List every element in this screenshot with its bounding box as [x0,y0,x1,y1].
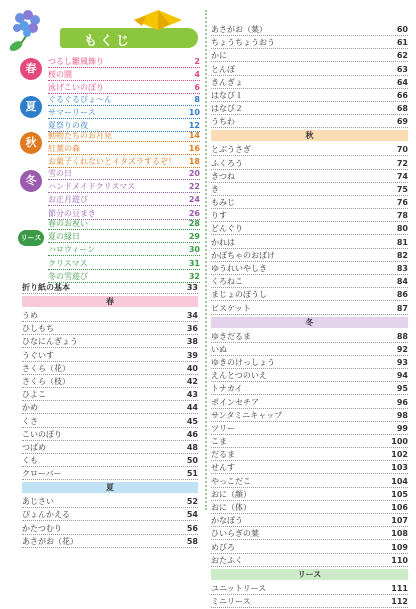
toc-entry[interactable] [22,310,198,322]
toc-entry[interactable] [211,542,408,554]
toc-entry[interactable] [48,218,200,230]
entry-page: 24 [188,195,200,205]
entry-page: 111 [391,583,408,593]
toc-entry[interactable] [211,184,408,196]
entry-title: かたつむり [22,523,62,533]
entry-title: くさ [22,416,38,426]
entry-title: 春のお祝い [48,219,88,228]
season-badge: 夏 [20,96,42,118]
season-badge: 秋 [20,132,42,154]
toc-entry[interactable] [48,156,200,168]
toc-entry[interactable] [22,442,198,454]
toc-entry[interactable] [211,476,408,488]
entry-page: 64 [396,77,408,87]
toc-entry[interactable] [48,56,200,68]
toc-entry[interactable] [22,509,198,521]
entry-title: 泳げこいのぼり [48,83,104,93]
toc-entry[interactable] [48,94,200,106]
entry-title: こま [211,437,227,447]
toc-entry[interactable] [211,515,408,527]
entry-title: かれは [211,237,235,247]
toc-entry[interactable] [48,82,200,94]
toc-entry[interactable] [22,323,198,335]
entry-page: 98 [396,410,408,420]
toc-entry[interactable] [22,350,198,362]
entry-title: ゆきのけっしょう [211,357,275,367]
toc-entry[interactable] [211,583,408,595]
entry-title: とんぼ [211,64,235,74]
entry-page: 61 [396,38,408,48]
entry-page: 2 [194,57,200,66]
entry-title: ふくろう [211,158,243,168]
entry-title: ひしもち [22,324,54,334]
entry-title: こいのぼり [22,429,62,439]
toc-entry[interactable] [22,468,198,480]
entry-page: 108 [391,529,408,539]
entry-page: 32 [188,271,200,281]
entry-page: 10 [188,108,200,118]
entry-title: 夏祭りの夜 [48,121,88,131]
entry-page: 36 [186,324,198,334]
entry-title: き [211,184,219,194]
entry-title: はなび２ [211,104,243,114]
toc-entry[interactable] [211,37,408,49]
toc-entry[interactable] [22,336,198,348]
entry-title: おに（顔） [211,489,251,499]
entry-page: 8 [194,95,200,104]
toc-entry[interactable] [211,77,408,89]
entry-page: 102 [391,450,408,460]
entry-title: さくら（枝） [22,376,70,386]
toc-entry[interactable] [48,244,200,256]
origami-bird-icon [132,6,184,34]
entry-title: ぴょんかえる [22,510,70,520]
section-header-summer: 夏 [22,482,198,493]
hydrangea-icon [6,6,48,52]
entry-page: 81 [396,237,408,247]
toc-entry[interactable] [211,410,408,422]
entry-page: 72 [396,158,408,168]
toc-entry[interactable] [211,116,408,128]
toc-entry[interactable] [48,168,200,180]
toc-entry[interactable] [211,103,408,115]
entry-title: くろねこ [211,277,243,287]
entry-title: ポインセチア [211,397,259,407]
entry-page: 22 [188,182,200,192]
toc-entry[interactable] [211,449,408,461]
toc-entry[interactable] [211,370,408,382]
toc-entry[interactable] [211,555,408,567]
entry-page: 52 [186,497,198,507]
entry-title: 冬の雪遊び [48,271,88,281]
entry-title: クリスマス [48,258,88,268]
section-header-autumn: 秋 [211,130,408,141]
toc-entry[interactable] [22,376,198,388]
entry-page: 28 [188,219,200,228]
entry-page: 110 [391,555,408,565]
entry-title: いぬ [211,344,227,354]
entry-page: 75 [396,184,408,194]
entry-title: ミニリース [211,596,251,606]
entry-title: ユニットリース [211,583,267,593]
season-badge: 冬 [20,170,42,192]
entry-title: せんす [211,463,235,473]
toc-entry[interactable] [211,263,408,275]
section-header-spring: 春 [22,296,198,307]
toc-entry[interactable] [48,181,200,193]
entry-page: 29 [188,232,200,242]
entry-page: 58 [186,536,198,546]
entry-page: 87 [396,303,408,313]
entry-title: かぼちゃのおばけ [211,250,275,260]
entry-page: 4 [194,70,200,80]
entry-title: ひいらぎの葉 [211,529,259,539]
toc-entry[interactable] [211,289,408,301]
entry-title: おに（体） [211,503,251,512]
entry-page: 30 [188,245,200,255]
entry-title: はなび１ [211,90,243,100]
toc-entry[interactable] [48,194,200,206]
entry-page: 38 [186,337,198,347]
toc-entry[interactable] [211,357,408,369]
toc-entry[interactable] [22,429,198,441]
entry-title: さくら（花） [22,363,70,373]
entry-page: 39 [186,350,198,360]
entry-page: 6 [194,83,200,93]
entry-page: 96 [396,397,408,407]
entry-title: ビスケット [211,303,251,313]
entry-page: 12 [188,121,200,131]
entry-page: 88 [396,331,408,341]
entry-page: 44 [186,403,198,413]
entry-title: 折り紙の基本 [22,283,70,292]
entry-title: お菓子くれないとイタズラするぞ！ [48,157,176,167]
entry-page: 50 [186,456,198,466]
toc-entry[interactable] [211,436,408,448]
entry-page: 33 [186,283,198,292]
toc-entry[interactable] [22,496,198,508]
entry-page: 56 [186,523,198,533]
entry-page: 103 [391,463,408,473]
season-badge: リース [18,230,44,246]
toc-entry[interactable] [22,389,198,401]
entry-page: 66 [396,90,408,100]
entry-title: くも [22,456,38,466]
entry-page: 48 [186,442,198,452]
toc-entry[interactable] [211,502,408,514]
entry-title: ちょうちょうおう [211,38,275,48]
toc-entry[interactable] [211,423,408,435]
entry-page: 40 [186,363,198,373]
entry-page: 54 [186,510,198,520]
section-header-wreath: リース [211,569,408,580]
entry-page: 109 [391,542,408,552]
entry-title: ツリー [211,423,235,433]
entry-page: 45 [186,416,198,426]
toc-entry[interactable] [211,197,408,209]
toc-entry[interactable] [211,596,408,608]
entry-page: 31 [188,258,200,268]
entry-page: 34 [186,311,198,320]
entry-title: りす [211,211,227,221]
entry-title: 紅葉の森 [48,144,80,154]
entry-page: 69 [396,117,408,127]
entry-title: ゆきだるま [211,331,251,341]
entry-title: クローバー [22,469,62,479]
entry-title: あじさい [22,497,54,507]
toc-entry[interactable] [22,455,198,467]
entry-page: 93 [396,357,408,367]
entry-title: おたふく [211,555,243,565]
entry-title: 雪の日 [48,169,72,178]
entry-page: 63 [396,64,408,74]
entry-page: 20 [188,169,200,178]
entry-title: サマーリース [48,108,96,118]
entry-page: 42 [186,376,198,386]
entry-title: とぶうさぎ [211,145,251,155]
entry-page: 105 [391,489,408,499]
entry-title: 夏の縁日 [48,232,80,242]
season-badge: 春 [20,58,42,80]
entry-page: 46 [186,429,198,439]
toc-entry[interactable] [211,90,408,102]
toc-entry[interactable] [211,64,408,76]
entry-title: どんぐり [211,224,243,234]
toc-entry[interactable] [211,144,408,156]
toc-entry[interactable] [211,331,408,343]
right-item-list [211,24,408,609]
toc-entry[interactable] [211,489,408,501]
toc-entry[interactable] [211,250,408,262]
toc-entry[interactable] [211,210,408,222]
entry-title: お正月遊び [48,195,88,205]
entry-title: 節分の豆まき [48,208,96,218]
toc-entry[interactable] [22,536,198,548]
toc-entry[interactable] [211,237,408,249]
entry-page: 62 [396,51,408,61]
toc-entry[interactable] [211,50,408,62]
entry-title: つばめ [22,442,46,452]
page-title: もくじ [84,34,133,49]
toc-entry[interactable] [211,223,408,235]
entry-page: 76 [396,198,408,208]
entry-title: サンタミニキャップ [211,410,283,420]
entry-page: 94 [396,371,408,381]
entry-title: ハロウィーン [48,245,96,255]
toc-entry[interactable] [22,363,198,375]
toc-entry[interactable] [22,523,198,535]
entry-title: かなぼう [211,516,243,526]
toc-entry[interactable] [48,107,200,119]
toc-entry[interactable] [211,383,408,395]
toc-entry[interactable] [211,24,408,36]
toc-entry[interactable] [211,171,408,183]
entry-title: あさがお（花） [22,536,78,546]
entry-page: 106 [391,503,408,512]
toc-entry[interactable] [48,258,200,270]
entry-title: まじょのぼうし [211,290,267,300]
entry-page: 43 [186,390,198,400]
entry-page: 18 [188,157,200,167]
entry-page: 80 [396,224,408,234]
entry-title: うぐいす [22,350,54,360]
entry-title: きつね [211,171,235,181]
toc-entry[interactable] [211,344,408,356]
entry-title: うめ [22,311,38,320]
section-header-winter: 冬 [211,317,408,328]
toc-entry[interactable] [48,231,200,243]
entry-page: 86 [396,290,408,300]
toc-entry[interactable] [48,69,200,81]
entry-title: トナカイ [211,384,243,394]
entry-title: かに [211,51,227,61]
toc-entry[interactable] [211,397,408,409]
entry-title: ハンドメイドクリスマス [48,182,136,192]
entry-title: ぐるぐるぴょ～ん [48,95,112,104]
entry-title: やっこだこ [211,476,251,486]
entry-title: もみじ [211,198,235,208]
entry-title: めびろ [211,542,235,552]
toc-entry[interactable] [211,528,408,540]
entry-page: 95 [396,384,408,394]
toc-entry[interactable] [22,416,198,428]
entry-page: 70 [396,145,408,155]
entry-title: うちわ [211,117,235,127]
entry-title: あさがお（葉） [211,25,267,34]
entry-page: 74 [396,171,408,181]
column-divider [205,10,207,510]
toc-entry[interactable] [211,276,408,288]
entry-title: ひよこ [22,390,46,400]
left-item-list [22,282,198,549]
entry-page: 99 [396,423,408,433]
entry-page: 68 [396,104,408,114]
toc-entry[interactable] [211,462,408,474]
entry-page: 16 [188,144,200,154]
origami-basics-entry[interactable] [22,282,198,294]
entry-page: 107 [391,516,408,526]
entry-page: 104 [391,476,408,486]
entry-page: 60 [396,25,408,34]
entry-page: 92 [396,344,408,354]
entry-title: きんぎょ [211,77,243,87]
entry-title: えんとつのいえ [211,371,267,381]
entry-title: かめ [22,403,38,413]
entry-page: 100 [391,437,408,447]
entry-title: 動物たちのお月見 [48,131,112,140]
entry-page: 51 [186,469,198,479]
entry-page: 84 [396,277,408,287]
entry-title: つるし雛風飾り [48,57,104,66]
entry-page: 112 [391,596,408,606]
entry-title: 桜の園 [48,70,72,80]
toc-entry[interactable] [211,158,408,170]
toc-entry[interactable] [211,303,408,315]
entry-title: ゆうれいやしき [211,264,267,273]
toc-entry[interactable] [22,402,198,414]
toc-entry[interactable] [48,130,200,142]
entry-page: 26 [188,208,200,218]
toc-entry[interactable] [48,271,200,283]
entry-title: だるま [211,450,235,460]
entry-page: 78 [396,211,408,221]
entry-title: ひなにんぎょう [22,337,78,347]
entry-page: 83 [396,264,408,273]
entry-page: 14 [188,131,200,140]
entry-page: 82 [396,250,408,260]
toc-entry[interactable] [48,143,200,155]
